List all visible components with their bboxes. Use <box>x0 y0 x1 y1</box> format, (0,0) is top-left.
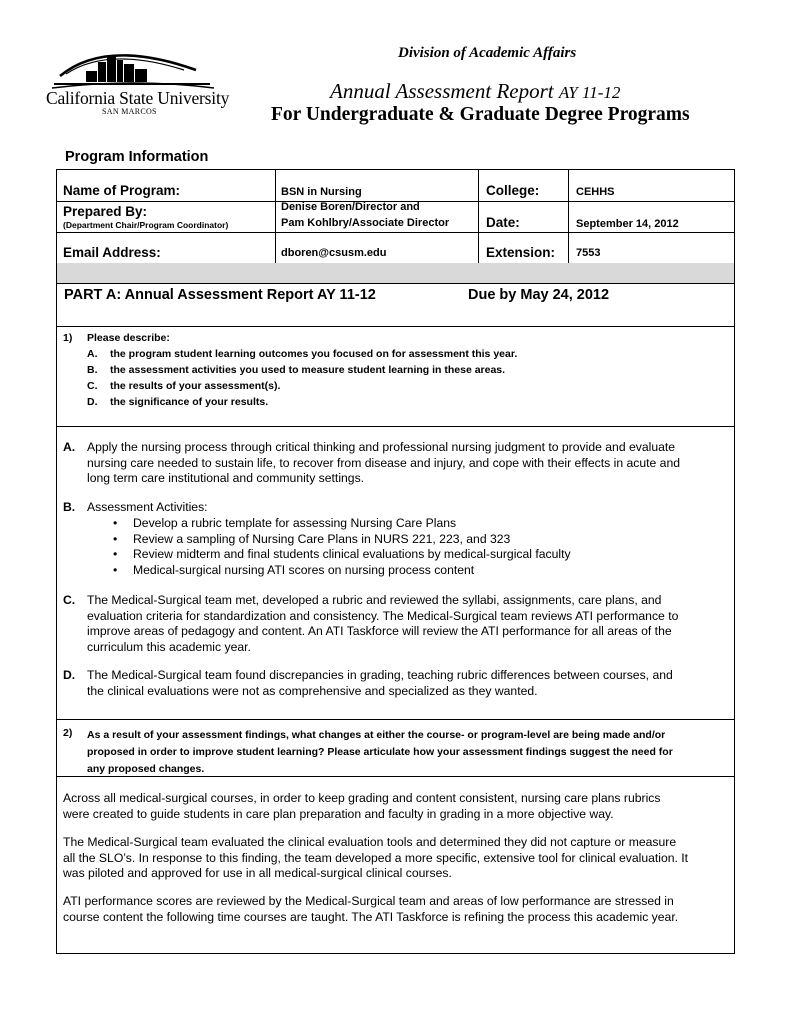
divider <box>56 426 735 427</box>
answer-b-heading: Assessment Activities: <box>87 500 208 514</box>
text-line: any proposed changes. <box>87 763 205 775</box>
question-1-item-text: the program student learning outcomes you focused on for assessment this year. <box>110 348 518 360</box>
answer-c-letter: C. <box>63 593 76 607</box>
college-value: CEHHS <box>576 186 615 198</box>
answer-a-text <box>87 440 727 487</box>
text-line: course content the following time courses are taught. The ATI Taskforce is refining the process this academic year. <box>63 909 679 924</box>
text-line: all the SLO’s. In response to this finding, the team developed a more specific, extensive tool for clinical evaluation. It <box>63 850 689 865</box>
college-label: College: <box>486 183 540 198</box>
text-line: The Medical-Surgical team evaluated the clinical evaluation tools and determined they did not capture or measure <box>63 835 677 849</box>
text-line: nursing care needed to sustain life, to recover from disease and injury, and cope with their effects in acute and <box>87 455 681 470</box>
date-value: September 14, 2012 <box>576 218 679 230</box>
program-name-label: Name of Program: <box>63 183 181 198</box>
answer-2-paragraph-2 <box>63 835 688 882</box>
divider <box>478 169 479 263</box>
text-line: improve areas of pedagogy and content. An ATI Taskforce will review the ATI performance for all areas of the <box>87 624 672 638</box>
answer-2-paragraph-3 <box>63 894 678 925</box>
text-line: The Medical-Surgical team found discrepancies in grading, teaching rubric differences between courses, and <box>87 668 673 682</box>
question-1-item-letter: A. <box>87 348 98 360</box>
part-a-due-date: Due by May 24, 2012 <box>468 287 610 303</box>
list-item: • Medical-surgical nursing ATI scores on nursing process content <box>113 562 475 577</box>
email-label: Email Address: <box>63 245 161 260</box>
divider <box>275 169 276 263</box>
text-line: curriculum this academic year. <box>87 639 251 654</box>
prepared-by-label: Prepared By: <box>63 204 148 219</box>
program-name-value: BSN in Nursing <box>281 186 362 198</box>
text-line: were created to guide students in care plan preparation and faculty in grading in a more objective way. <box>63 806 614 821</box>
question-1-item-letter: B. <box>87 364 98 376</box>
list-item: • Review a sampling of Nursing Care Plans in NURS 221, 223, and 323 <box>113 531 511 546</box>
divider <box>56 232 735 233</box>
divider <box>56 326 735 327</box>
list-item: • Review midterm and final students clinical evaluations by medical-surgical faculty <box>113 547 571 561</box>
question-1-item-text: the significance of your results. <box>110 396 269 408</box>
question-1-item-letter: C. <box>87 380 98 392</box>
text-line: was piloted and approved for use in all medical-surgical clinical courses. <box>63 866 452 880</box>
report-subtitle: For Undergraduate & Graduate Degree Programs <box>271 104 690 125</box>
division-heading: Division of Academic Affairs <box>398 45 577 61</box>
answer-d-letter: D. <box>63 668 76 682</box>
text-line: Across all medical-surgical courses, in order to keep grading and content consistent, nursing care plans rubrics <box>63 791 661 805</box>
answer-2-paragraph-1 <box>63 791 661 822</box>
university-logo <box>46 44 230 124</box>
logo-university-name: California State University <box>46 88 230 108</box>
answer-a-letter: A. <box>63 440 76 454</box>
prepared-by-value-1: Denise Boren/Director and <box>281 201 420 213</box>
text-line: the clinical evaluations were not as comprehensive and specialized as they wanted. <box>87 683 538 698</box>
divider <box>56 719 735 720</box>
question-2-number: 2) <box>63 727 73 739</box>
answer-c-text <box>87 593 678 655</box>
part-a-title: PART A: Annual Assessment Report AY 11-12 <box>64 287 376 303</box>
question-1-prompt: Please describe: <box>87 332 170 344</box>
text-line: long term care institutional and community settings. <box>87 471 365 485</box>
text-line: As a result of your assessment findings, what changes at either the course- or program-level are being made and/or <box>87 729 666 741</box>
section-separator-band <box>57 263 734 283</box>
date-label: Date: <box>486 215 520 230</box>
text-line: ATI performance scores are reviewed by the Medical-Surgical team and areas of low performance are stressed in <box>63 894 674 908</box>
email-value: dboren@csusm.edu <box>281 247 387 259</box>
assessment-activities-list <box>113 516 571 578</box>
question-2-prompt <box>87 727 673 778</box>
text-line: proposed in order to improve student learning? Please articulate how your assessment findings suggest the need for <box>87 746 673 758</box>
question-1-item-text: the assessment activities you used to measure student learning in these areas. <box>110 364 506 376</box>
question-1-item-letter: D. <box>87 396 98 408</box>
report-title <box>330 79 620 104</box>
question-1-item-text: the results of your assessment(s). <box>110 380 281 392</box>
prepared-by-sublabel: (Department Chair/Program Coordinator) <box>63 220 229 230</box>
text-line: Apply the nursing process through critical thinking and professional nursing judgment to provide and evaluate <box>87 440 676 454</box>
prepared-by-value-2: Pam Kohlbry/Associate Director <box>281 217 450 229</box>
text-line: evaluation criteria for standardization and consistency. The Medical-Surgical team reviews ATI performance to <box>87 608 679 623</box>
extension-value: 7553 <box>576 247 601 259</box>
report-title-main: Annual Assessment Report <box>330 79 554 103</box>
list-item: • Develop a rubric template for assessing Nursing Care Plans <box>113 516 457 530</box>
answer-b-letter: B. <box>63 500 76 514</box>
text-line: The Medical-Surgical team met, developed a rubric and reviewed the syllabi, assignments, care plans, and <box>87 593 662 607</box>
report-title-year: AY 11-12 <box>558 83 621 102</box>
divider <box>568 169 569 263</box>
program-info-heading: Program Information <box>65 149 209 165</box>
extension-label: Extension: <box>486 245 556 260</box>
answer-d-text <box>87 668 673 699</box>
divider <box>56 283 735 284</box>
question-1-number: 1) <box>63 332 73 344</box>
logo-mark-icon <box>46 44 218 90</box>
logo-campus-name: SAN MARCOS <box>102 107 157 116</box>
